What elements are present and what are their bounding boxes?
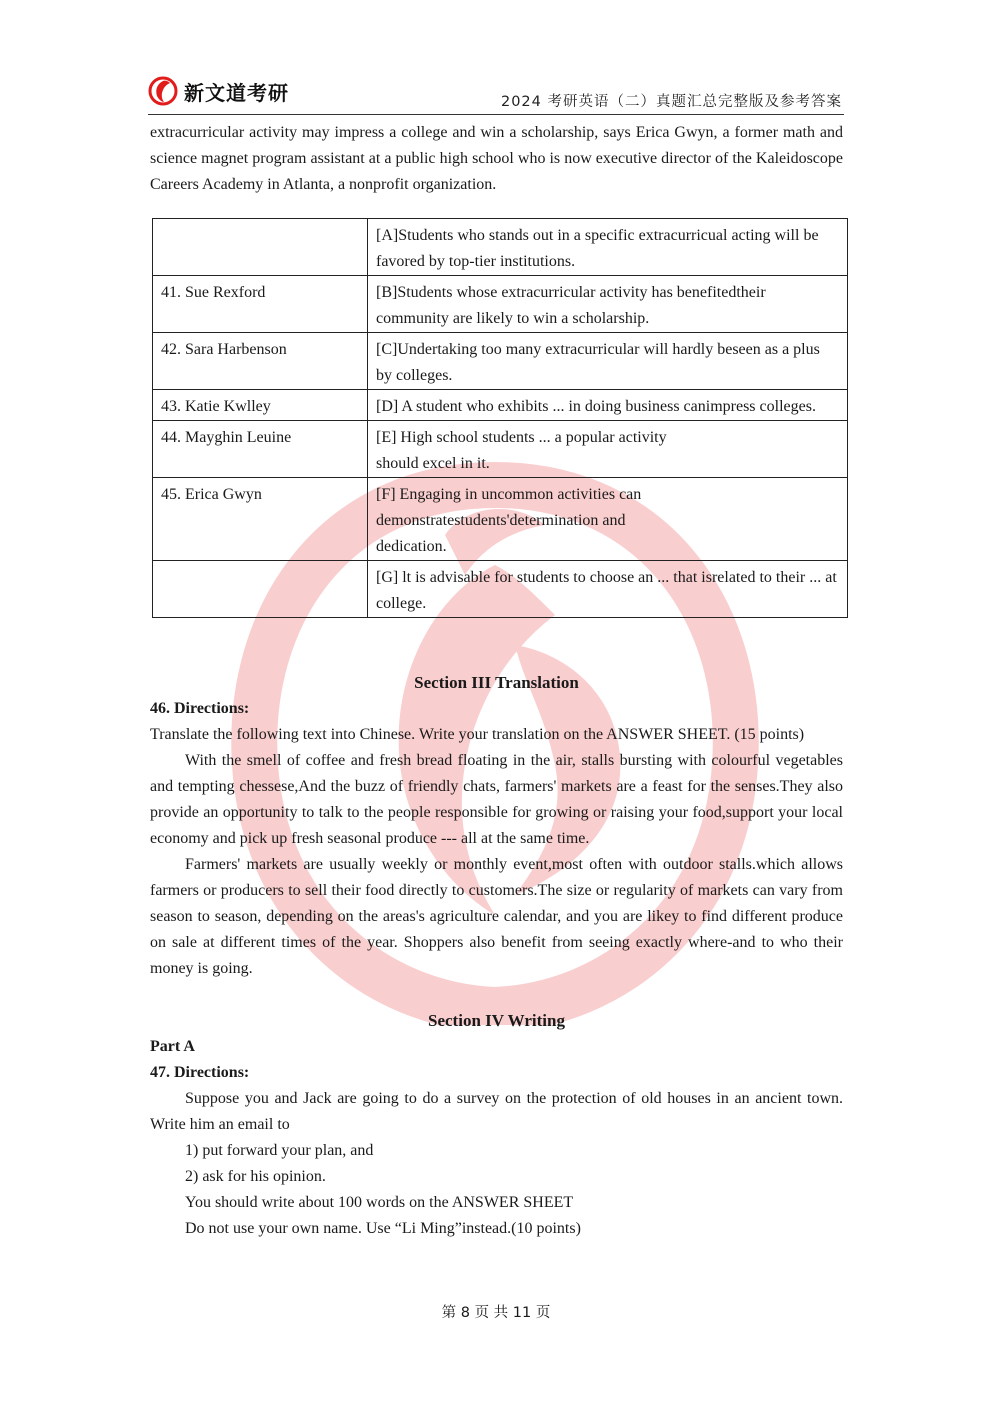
option-cell: [B]Students whose extracurricular activity has benefitedtheir community are likely to win a scholarship. [368, 276, 848, 333]
option-cell: [A]Students who stands out in a specific extracurricual acting will be favored by top-tier institutions. [368, 219, 848, 276]
matching-table [152, 218, 848, 618]
name-cell: 42. Sara Harbenson [153, 333, 368, 390]
table-row [153, 219, 848, 276]
option-cell: [C]Undertaking too many extracurricular will hardly beseen as a plus by colleges. [368, 333, 848, 390]
translation-paragraph-2: Farmers' markets are usually weekly or monthly event,most often with outdoor stalls.which allows farmers or producers to sell their food directly to customers.The size or regularity of markets can vary from season to season, depending on the areas's agriculture calendar, and you are likey to find different produce on sale at different times of the year. Shoppers also benefit from seeing exactly where-and to who their money is going. [150, 856, 843, 977]
question-47-label: 47. Directions: [150, 1064, 250, 1081]
name-cell [153, 219, 368, 276]
page-content [150, 120, 843, 1242]
list-item: 2) ask for his opinion. [185, 1168, 326, 1185]
list-item: 1) put forward your plan, and [185, 1142, 374, 1159]
brand-logo [148, 74, 289, 108]
intro-paragraph: extracurricular activity may impress a college and win a scholarship, says Erica Gwyn, a former math and science magnet program assistant at a public high school who is now executive director of the Kaleidoscope Careers Academy in Atlanta, a nonprofit organization. [150, 124, 843, 193]
part-a-label: Part A [150, 1038, 195, 1055]
option-cell: [G] lt is advisable for students to choose an ... that isrelated to their ... at college. [368, 561, 848, 618]
question-47-prompt: Suppose you and Jack are going to do a survey on the protection of old houses in an ancient town. Write him an email to [150, 1090, 843, 1133]
table-row [153, 561, 848, 618]
name-cell: 44. Mayghin Leuine [153, 421, 368, 478]
name-cell: 43. Katie Kwlley [153, 390, 368, 421]
option-cell: [E] High school students ... a popular activity should excel in it. [368, 421, 848, 478]
brand-name: 新文道考研 [184, 80, 289, 105]
option-cell: [D] A student who exhibits ... in doing business canimpress colleges. [368, 390, 848, 421]
table-row [153, 390, 848, 421]
table-row [153, 421, 848, 478]
option-cell: [F] Engaging in uncommon activities can demonstratestudents'determination and dedication. [368, 478, 848, 561]
name-cell [153, 561, 368, 618]
question-46-directions: Translate the following text into Chinese. Write your translation on the ANSWER SHEET. (15 points) [150, 726, 805, 743]
table-row [153, 478, 848, 561]
question-46-label: 46. Directions: [150, 700, 250, 717]
name-cell: 41. Sue Rexford [153, 276, 368, 333]
name-cell: 45. Erica Gwyn [153, 478, 368, 561]
section-4-title: Section IV Writing [428, 1011, 565, 1030]
section-3-title: Section III Translation [414, 673, 579, 692]
translation-paragraph-1: With the smell of coffee and fresh bread floating in the air, stalls bursting with colourful vegetables and tempting chessese,And the buzz of friendly chats, farmers' markets are a feast for the senses.They also provide an opportunity to talk to the people responsible for growing or raising your food,support your local economy and pick up fresh seasonal produce --- all at the same time. [150, 752, 843, 847]
table-row [153, 276, 848, 333]
page-footer: 第 8 页 共 11 页 [441, 1305, 551, 1321]
document-title: 2024 考研英语（二）真题汇总完整版及参考答案 [500, 94, 842, 110]
table-row [153, 333, 848, 390]
word-count-instruction: You should write about 100 words on the ANSWER SHEET [185, 1194, 574, 1211]
name-instruction: Do not use your own name. Use “Li Ming”instead.(10 points) [185, 1220, 581, 1237]
phoenix-logo-icon [148, 76, 178, 106]
page-header [148, 74, 844, 115]
